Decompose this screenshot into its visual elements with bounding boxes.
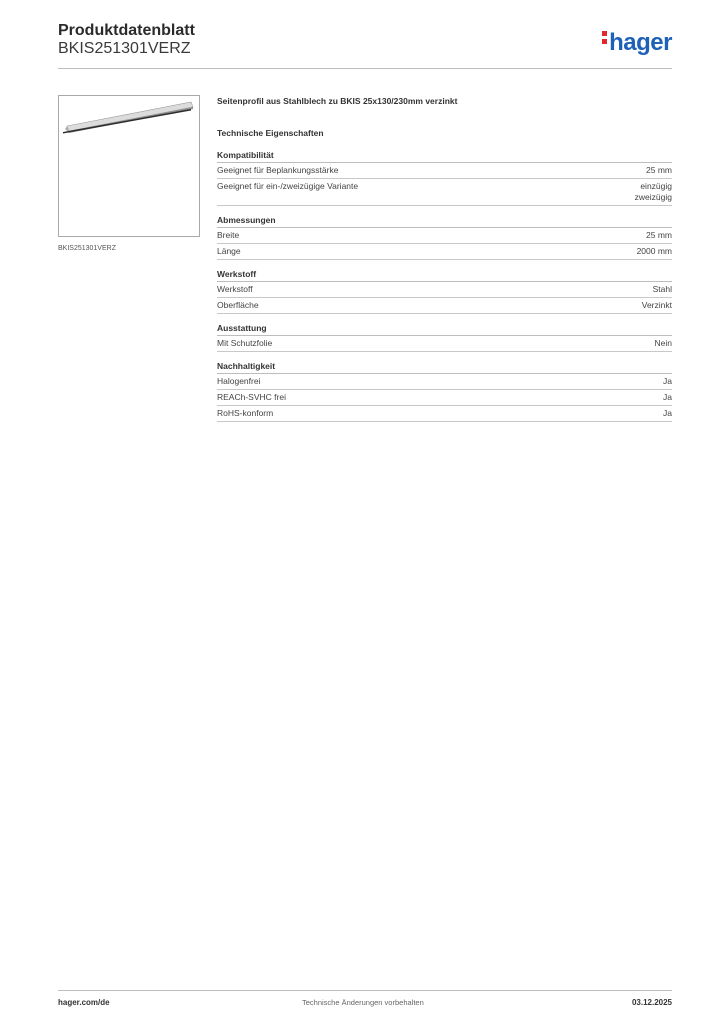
spec-row [217, 282, 672, 298]
spec-label: Breite [217, 230, 240, 240]
spec-label: Geeignet für ein-/zweizügige Variante [217, 181, 359, 191]
spec-value: 25 mm [646, 230, 672, 240]
spec-value: Ja [663, 408, 672, 418]
spec-value-line: einzügig [640, 181, 672, 191]
spec-label: Geeignet für Beplankungsstärke [217, 165, 339, 175]
header-divider [58, 68, 672, 69]
spec-label: RoHS-konform [217, 408, 274, 418]
section-title: Nachhaltigkeit [217, 361, 672, 374]
spec-row [217, 298, 672, 314]
section-title: Kompatibilität [217, 150, 672, 163]
spec-value: 25 mm [646, 165, 672, 175]
spec-value [635, 181, 672, 203]
spec-value: Stahl [652, 284, 672, 294]
spec-row [217, 163, 672, 179]
section-nachhaltigkeit [217, 361, 672, 422]
tech-heading: Technische Eigenschaften [217, 128, 324, 138]
spec-row [217, 336, 672, 352]
spec-label: Mit Schutzfolie [217, 338, 273, 348]
product-image [58, 95, 200, 237]
spec-row [217, 244, 672, 260]
spec-value: Verzinkt [641, 300, 672, 310]
spec-value: Nein [654, 338, 672, 348]
footer-date: 03.12.2025 [631, 998, 672, 1007]
product-description: Seitenprofil aus Stahlblech zu BKIS 25x130/230mm verzinkt [217, 96, 458, 106]
logo-dots-icon [602, 28, 607, 47]
hager-logo: hager [602, 28, 672, 57]
section-title: Werkstoff [217, 269, 672, 282]
spec-value-line: zweizügig [634, 192, 672, 202]
spec-row [217, 374, 672, 390]
section-kompatibilitaet [217, 150, 672, 206]
section-abmessungen [217, 215, 672, 260]
spec-value: Ja [663, 376, 672, 386]
spec-label: Länge [217, 246, 241, 256]
spec-row [217, 228, 672, 244]
spec-content [217, 96, 672, 431]
spec-row [217, 406, 672, 422]
section-werkstoff [217, 269, 672, 314]
spec-label: Halogenfrei [217, 376, 261, 386]
image-caption: BKIS251301VERZ [58, 245, 116, 252]
section-title: Ausstattung [217, 323, 672, 336]
footer-divider [58, 990, 672, 991]
footer-disclaimer: Technische Änderungen vorbehalten [302, 998, 424, 1007]
spec-row [217, 179, 672, 206]
side-profile-image-icon [59, 96, 199, 236]
spec-value: 2000 mm [636, 246, 672, 256]
spec-label: REACh-SVHC frei [217, 392, 286, 402]
footer-website: hager.com/de [58, 998, 110, 1007]
product-code: BKIS251301VERZ [58, 40, 191, 57]
spec-label: Oberfläche [217, 300, 259, 310]
spec-value: Ja [663, 392, 672, 402]
section-title: Abmessungen [217, 215, 672, 228]
page-title: Produktdatenblatt [58, 22, 195, 39]
section-ausstattung [217, 323, 672, 352]
spec-label: Werkstoff [217, 284, 253, 294]
spec-row [217, 390, 672, 406]
